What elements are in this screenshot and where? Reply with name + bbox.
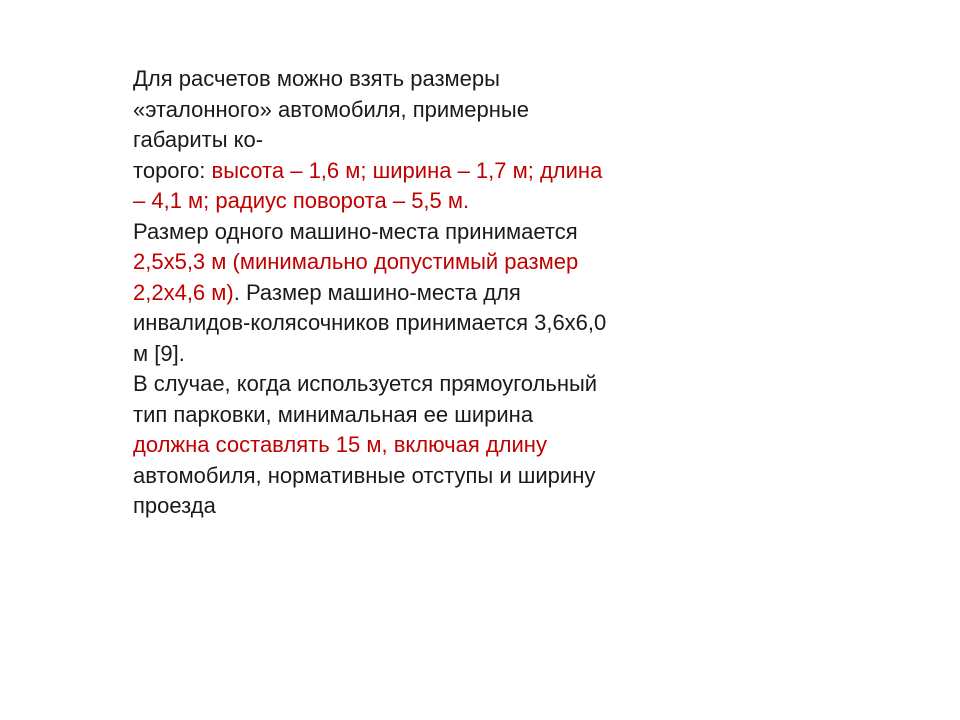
text-line	[133, 369, 733, 400]
text-line	[133, 461, 733, 492]
text-segment: автомобиля, нормативные отступы и ширину	[133, 462, 596, 488]
text-segment: . Размер машино-места для	[233, 279, 521, 305]
text-line	[133, 339, 733, 370]
text-segment: тип парковки, минимальная ее ширина	[133, 401, 534, 427]
text-line	[133, 95, 733, 126]
text-segment: инвалидов-колясочников принимается 3,6х6,0	[133, 310, 607, 335]
text-line	[133, 217, 733, 248]
text-segment: проезда	[133, 493, 216, 518]
highlighted-text: – 4,1 м; радиус поворота – 5,5 м.	[133, 188, 470, 213]
text-line	[133, 156, 733, 187]
text-segment: Размер одного машино-места принимается	[133, 218, 578, 244]
text-line	[133, 400, 733, 431]
text-segment: торого:	[133, 157, 212, 183]
text-segment: «эталонного» автомобиля, примерные	[133, 96, 529, 122]
text-line	[133, 308, 733, 339]
text-line	[133, 430, 733, 461]
text-segment: В случае, когда используется прямоугольный	[133, 371, 598, 396]
text-line	[133, 491, 733, 522]
highlighted-text: 2,5х5,3 м (минимально допустимый размер	[133, 249, 579, 274]
text-line	[133, 278, 733, 309]
text-segment: габариты ко-	[133, 127, 264, 152]
text-segment: Для расчетов можно взять размеры	[133, 66, 500, 91]
text-line	[133, 186, 733, 217]
body-text	[133, 64, 733, 522]
text-segment: м [9].	[133, 340, 185, 366]
text-line	[133, 125, 733, 156]
text-line	[133, 64, 733, 95]
text-line	[133, 247, 733, 278]
highlighted-text: 2,2х4,6 м)	[133, 279, 234, 305]
highlighted-text: должна составлять 15 м, включая длину	[133, 432, 547, 457]
highlighted-text: высота – 1,6 м; ширина – 1,7 м; длина	[211, 157, 603, 183]
